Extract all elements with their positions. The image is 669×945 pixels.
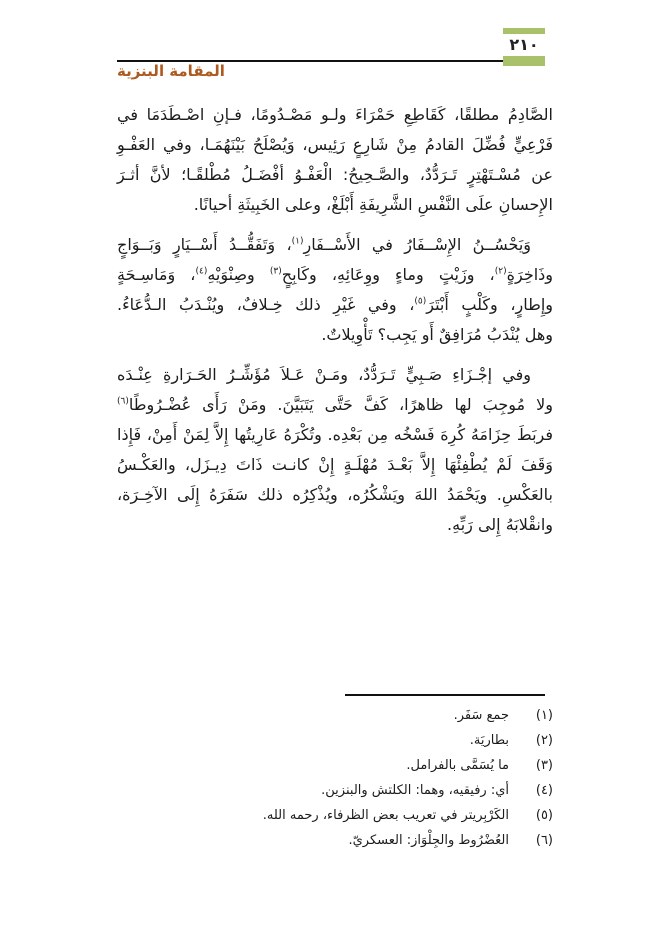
footnote-row [117,778,553,803]
chapter-title: المقامة البنزية [117,62,225,80]
body-line: فَرْعِيٍّ فُضِّلَ القادمُ مِنْ شَارِعٍ رَئِيس، وَيُصْلَحُ بَيْنَهُمَـا، وفي العَفْـوِ [117,135,553,154]
footnote-ref: (٦) [117,396,129,407]
paragraph [117,360,553,540]
header-green-bar-bottom [503,56,545,66]
footnote-ref: (٢) [494,266,507,277]
body-line: عن مُسْـتَهْتِرٍ تَـرَدُّدٌ، والصَّـحِيحُ: الْعَفْـوُ أفْضَـلُ مُطْلقًـا؛ لأنَّ أثـرَ [117,165,553,184]
body-line: بالعَكْسِ. ويَحْمَدُ اللهَ ويَشْكُرُه، ويُذْكِرُه ذلك سَفَرَهُ إِلَى الآخِـرَة، [117,485,553,504]
body-line: وانقْلابَهُ إِلى رَبِّهِ. [447,515,553,534]
footnotes [117,703,553,853]
footnote-marker: (٢) [535,733,553,748]
footnote-row [117,703,553,728]
footnote-marker: (١) [535,708,553,723]
paragraph [117,230,553,350]
footnote-marker: (٣) [535,758,553,773]
footnote-text: العُضْرُوط والجِلْوَاز: العسكريّ. [348,833,509,848]
body-line: وفي إجْـزَاءِ صَـبِيٍّ تَـرَدُّدٌ، ومَـنْ عَـلاَ مُؤَشِّـرُ الحَـرَارةِ عِنْـدَه [117,365,531,384]
footnote-text: بطاريَة. [469,733,509,748]
footnote-text: أي: رفيقيه، وهما: الكلتش والبنزين. [321,783,509,798]
body-line: وهل يُنْدَبُ مُرَافِقٌ أَو يَجِب؟ تَأْوِيلاتٌ. [321,325,553,344]
footnote-ref: (٣) [269,266,282,277]
footnote-row [117,753,553,778]
footnote-ref: (٤) [195,266,208,277]
body-line: وَقَفَ لَمْ يُطْفِئْهَا إِلاَّ بَعْـدَ مُهْلَـةٍ إِنْ كانـت ذَاتَ دِيـزَل، والعَكْـسُ [117,455,553,474]
footnote-row [117,828,553,853]
footnote-row [117,728,553,753]
body-line: الصَّادِمُ مطلقًا، كَقَاطِعِ حَمْرَاءَ ولـو مَصْـدُومًا، فـإنِ اصْـطَدَمَا في [117,105,553,124]
paragraph [117,100,553,220]
body-line: فربَطَ حِزَامَهُ كُرِهَ فَسْخُه مِن بَعْدِه. وتُكْرَهُ عَارِيتُها إِلاَّ لِمَنْ أَمِنْ، فَإِذا [117,425,553,444]
footnote-text: ما يُسَمَّى بالفرامل. [406,758,509,773]
body-line: وإِطارٍ، وكَلْبٍ أَبْتَرَ$^{(٥)}$، وفي غَيْرِ ذلك خِـلافٌ، ويُنْـدَبُ الـدُّعَاءُ. [117,295,553,314]
footnote-separator [345,694,545,696]
body-line: وذَاخِرَةٍ$^{(٢)}$، وزَيْتٍ وماءٍ ووِعَائِهِ، وكَابِحٍ$^{(٣)}$ وصِنْوَيْهِ$^{(٤)}$، وَمَاسِـحَةٍ [117,265,554,284]
page-number: ٢١٠ [509,35,539,54]
footnote-marker: (٤) [535,783,553,798]
footnote-marker: (٥) [535,808,553,823]
footnote-marker: (٦) [535,833,553,848]
body-text [117,100,553,540]
footnote-row [117,803,553,828]
footnote-ref: (٥) [414,296,427,307]
body-line: ولا مُوجِبَ لها ظاهرًا، كَفَّ حَتَّى يَتَبَيَّنَ. ومَنْ رَأَى عُضْـرُوطًا$^{(٦)}$ [117,395,553,414]
footnote-text: الكَرْبِريتر في تعريب بعض الظرفاء، رحمه الله. [262,808,509,823]
footnote-ref: (١) [291,236,304,247]
footnote-text: جمع سَفَر. [453,708,509,723]
body-line: الإِحسانِ علَى النَّفْسِ الشَّرِيفَةِ أَبْلَغْ، وعلى الخَبِيثَةِ أحيانًا. [193,195,553,214]
body-line: وَيَحْسُــنُ الإِسْــفَارُ في الأَسْــفَارِ$^{(١)}$، وَتَفَقُّــدُ أَسْــيَارٍ وَبَــوَاجٍ [117,235,532,254]
